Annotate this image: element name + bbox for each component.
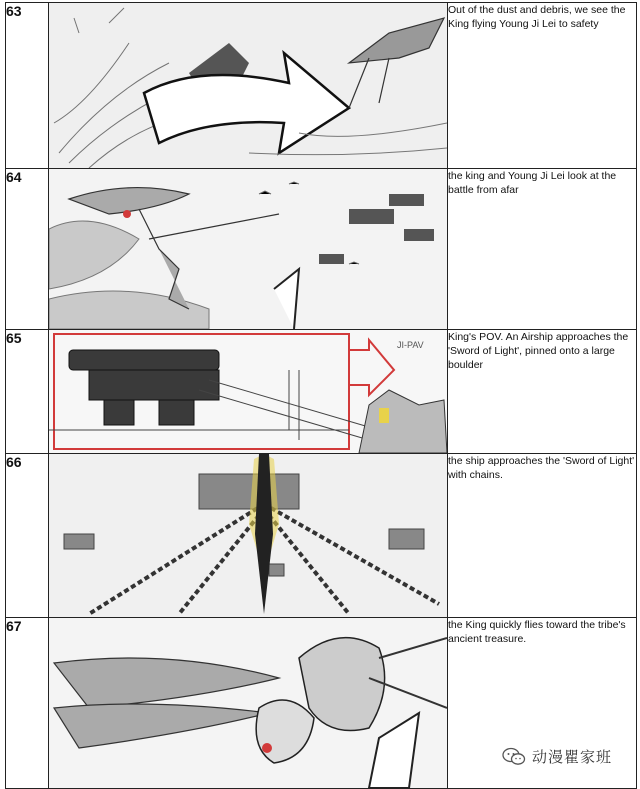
shot-number: 64: [6, 169, 49, 330]
shot-description: Out of the dust and debris, we see the King flying Young Ji Lei to safety: [448, 3, 637, 169]
storyboard-row: [6, 3, 637, 169]
sketch-image: [49, 454, 447, 617]
shot-panel: [49, 454, 448, 618]
shot-panel: [49, 169, 448, 330]
storyboard-row: [6, 330, 637, 454]
shot-description: the King quickly flies toward the tribe's ancient treasure.: [448, 618, 637, 789]
shot-description: King's POV. An Airship approaches the 'Sword of Light', pinned onto a large boulder: [448, 330, 637, 454]
sketch-image: [49, 3, 447, 168]
shot-panel: [49, 330, 448, 454]
shot-description: the king and Young Ji Lei look at the battle from afar: [448, 169, 637, 330]
sketch-image: [49, 618, 447, 788]
shot-description: the ship approaches the 'Sword of Light' with chains.: [448, 454, 637, 618]
storyboard-table: [5, 2, 637, 789]
watermark-text: 动漫瞿家班: [531, 748, 612, 766]
shot-number: 63: [6, 3, 49, 169]
storyboard-row: [6, 169, 637, 330]
sketch-image: [49, 330, 447, 453]
shot-panel: [49, 618, 448, 789]
watermark: [496, 743, 618, 770]
wechat-icon: [502, 747, 526, 767]
panel-annotation: JI-PAV: [397, 340, 424, 350]
shot-number: 66: [6, 454, 49, 618]
shot-number: 67: [6, 618, 49, 789]
shot-panel: [49, 3, 448, 169]
shot-number: 65: [6, 330, 49, 454]
sketch-image: [49, 169, 447, 329]
storyboard-row: [6, 454, 637, 618]
